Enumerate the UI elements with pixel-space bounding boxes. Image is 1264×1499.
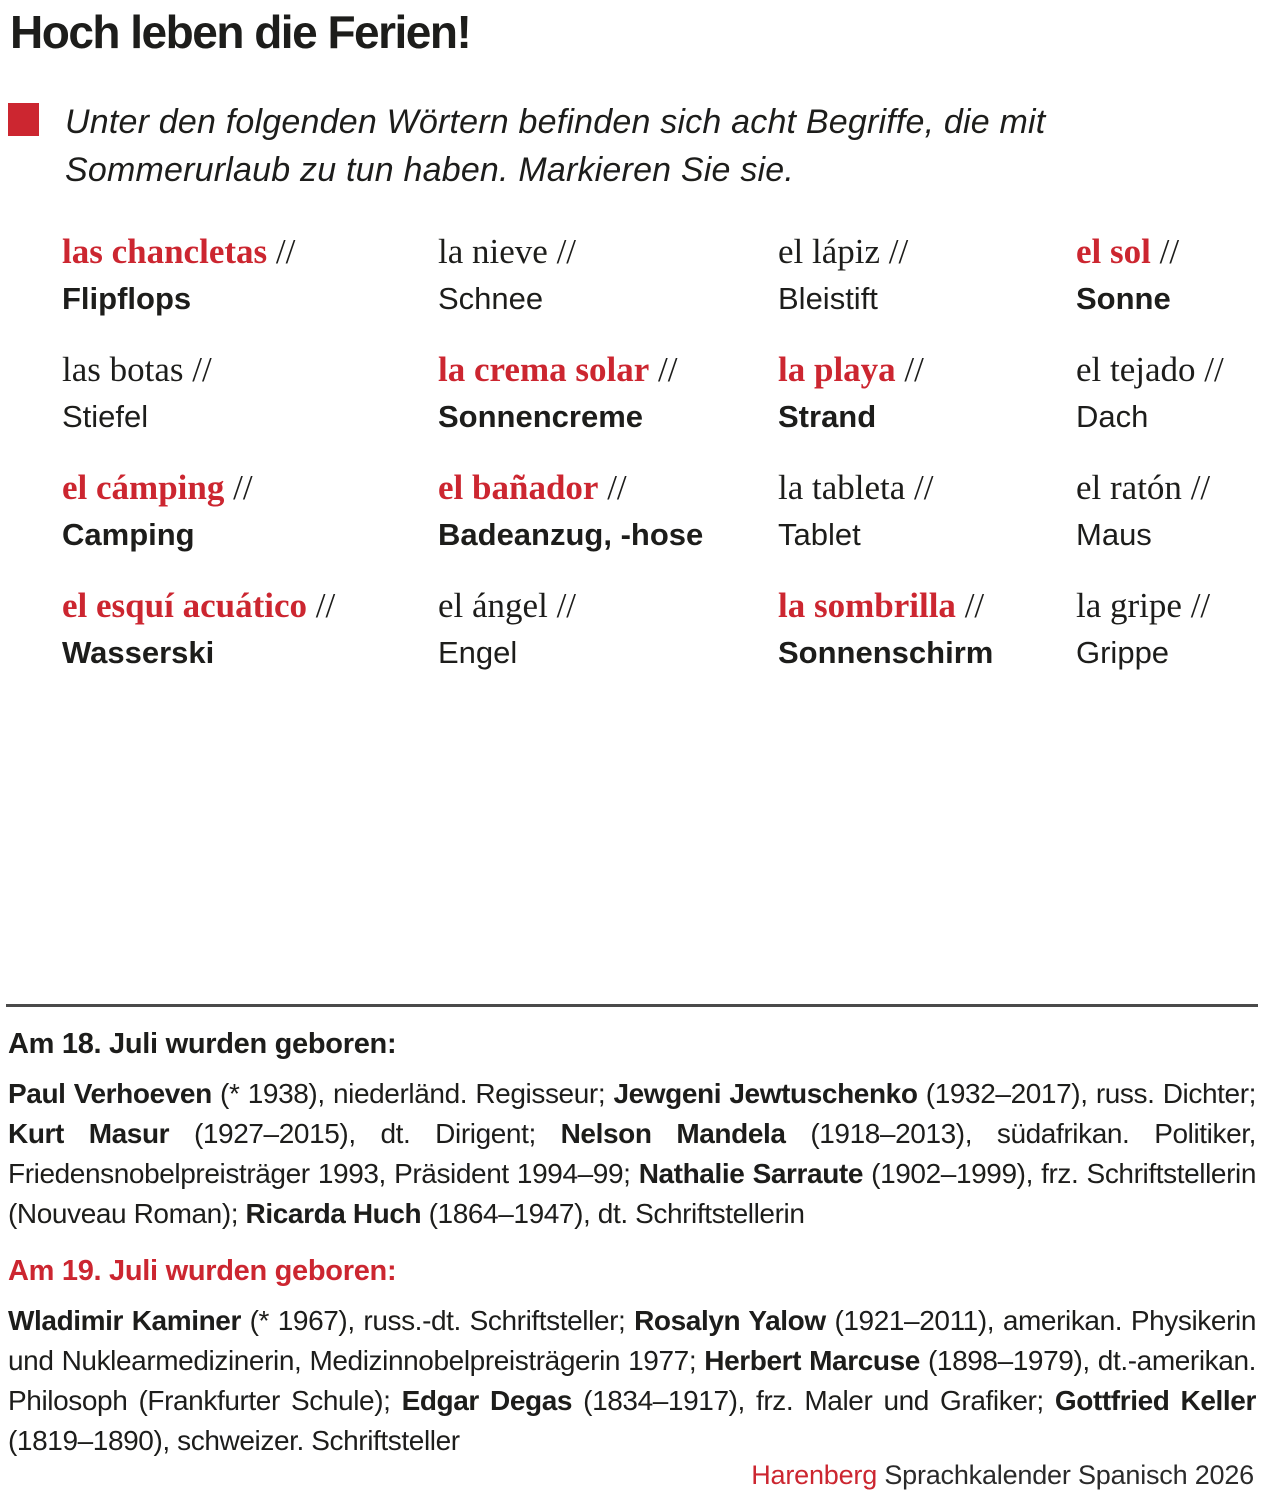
vocab-item [62,582,438,676]
vocab-item [62,464,438,558]
vocab-item [438,228,778,322]
spanish-term: el ratón // [1076,468,1211,507]
birthdays-paragraph-18-july: Paul Verhoeven (* 1938), niederländ. Regisseur; Jewgeni Jewtuschenko (1932–2017), russ. Dichter; Kurt Masur (1927–2015), dt. Dirigent; Nelson Mandela (1918–2013), südafrikan. Politiker, Friedensnobelpreisträger 1993, Präsident 1994–99; Nathalie Sarraute (1902–1999), frz. Schriftstellerin (Nouveau Roman); Ricarda Huch (1864–1947), dt. Schriftstellerin [8,1078,1257,1229]
vocab-item [778,582,1076,676]
german-translation: Strand [778,399,877,434]
vocab-item [62,228,438,322]
term-separator: // [955,586,985,625]
term-separator: // [183,350,212,389]
spanish-term: la gripe // [1076,586,1211,625]
red-square-bullet-icon [8,103,39,136]
person-name: Nelson Mandela [560,1118,786,1149]
person-name: Edgar Degas [401,1385,573,1416]
person-name: Ricarda Huch [245,1198,422,1229]
german-translation: Sonnencreme [438,399,644,434]
term-separator: // [880,232,909,271]
german-translation: Badeanzug, -hose [438,517,704,552]
term-separator: // [1195,350,1224,389]
german-translation: Stiefel [62,399,149,434]
person-name: Jewgeni Jewtuschenko [613,1078,918,1109]
spanish-term: la tableta // [778,468,934,507]
term-separator: // [547,232,577,271]
vocab-item [1076,582,1256,676]
term-separator: // [1150,232,1180,271]
vocabulary-grid [62,228,1264,676]
term-separator: // [547,586,577,625]
german-translation: Sonne [1076,281,1171,316]
german-translation: Engel [438,635,518,670]
spanish-term: el bañador // [438,468,627,507]
birthdays-heading-19-july: Am 19. Juli wurden geboren: [8,1255,397,1287]
task-instruction [8,98,1264,194]
footer-title: Sprachkalender Spanisch 2026 [884,1460,1254,1490]
term-separator: // [895,350,924,389]
vocab-item [1076,464,1256,558]
spanish-term: el lápiz // [778,232,909,271]
term-separator: // [1181,468,1211,507]
term-separator: // [224,468,253,507]
person-name: Gottfried Keller [1054,1385,1256,1416]
german-translation: Maus [1076,517,1152,552]
brand-name: Harenberg [751,1460,878,1490]
term-separator: // [649,350,678,389]
vocab-item [778,228,1076,322]
german-translation: Bleistift [778,281,878,316]
person-name: Wladimir Kaminer [8,1305,241,1336]
person-name: Rosalyn Yalow [634,1305,826,1336]
spanish-term: la nieve // [438,232,577,271]
spanish-term: el tejado // [1076,350,1224,389]
person-name: Herbert Marcuse [704,1345,920,1376]
vocab-item [778,346,1076,440]
instruction-text: Unter den folgenden Wörtern befinden sich acht Begriffe, die mit Sommerurlaub zu tun haben. Markieren Sie sie. [65,103,1046,189]
person-name: Kurt Masur [8,1118,170,1149]
vocab-item [1076,346,1256,440]
spanish-term: las chancletas // [62,232,296,271]
spanish-term: el cámping // [62,468,253,507]
vocab-item [1076,228,1256,322]
german-translation: Wasserski [62,635,215,670]
spanish-term: la sombrilla // [778,586,985,625]
german-translation: Flipflops [62,281,192,316]
term-separator: // [267,232,296,271]
page-title: Hoch leben die Ferien! [10,6,471,58]
german-translation: Camping [62,517,195,552]
term-separator: // [1181,586,1211,625]
vocab-item [438,464,778,558]
birthdays-paragraph-19-july: Wladimir Kaminer (* 1967), russ.-dt. Schriftsteller; Rosalyn Yalow (1921–2011), amerikan. Physikerin und Nuklearmedizinerin, Medizinnobelpreisträgerin 1977; Herbert Marcuse (1898–1979), dt.-amerikan. Philosoph (Frankfurter Schule); Edgar Degas (1834–1917), frz. Maler und Grafiker; Gottfried Keller (1819–1890), schweizer. Schriftsteller [8,1305,1256,1456]
vocab-item [778,464,1076,558]
person-name: Nathalie Sarraute [638,1158,863,1189]
vocab-item [438,346,778,440]
vocab-item [438,582,778,676]
german-translation: Tablet [778,517,861,552]
birthdays-heading-18-july: Am 18. Juli wurden geboren: [8,1028,397,1060]
spanish-term: la playa // [778,350,924,389]
german-translation: Grippe [1076,635,1170,670]
german-translation: Schnee [438,281,544,316]
birthdays-section [0,1004,1264,1461]
spanish-term: el esquí acuático // [62,586,336,625]
term-separator: // [905,468,934,507]
spanish-term: el ángel // [438,586,577,625]
section-divider [6,1004,1258,1007]
spanish-term: las botas // [62,350,212,389]
term-separator: // [598,468,627,507]
spanish-term: la crema solar // [438,350,678,389]
person-name: Paul Verhoeven [8,1078,212,1109]
german-translation: Sonnenschirm [778,635,994,670]
german-translation: Dach [1076,399,1149,434]
term-separator: // [306,586,336,625]
vocab-item [62,346,438,440]
page-footer [751,1460,1254,1491]
spanish-term: el sol // [1076,232,1180,271]
